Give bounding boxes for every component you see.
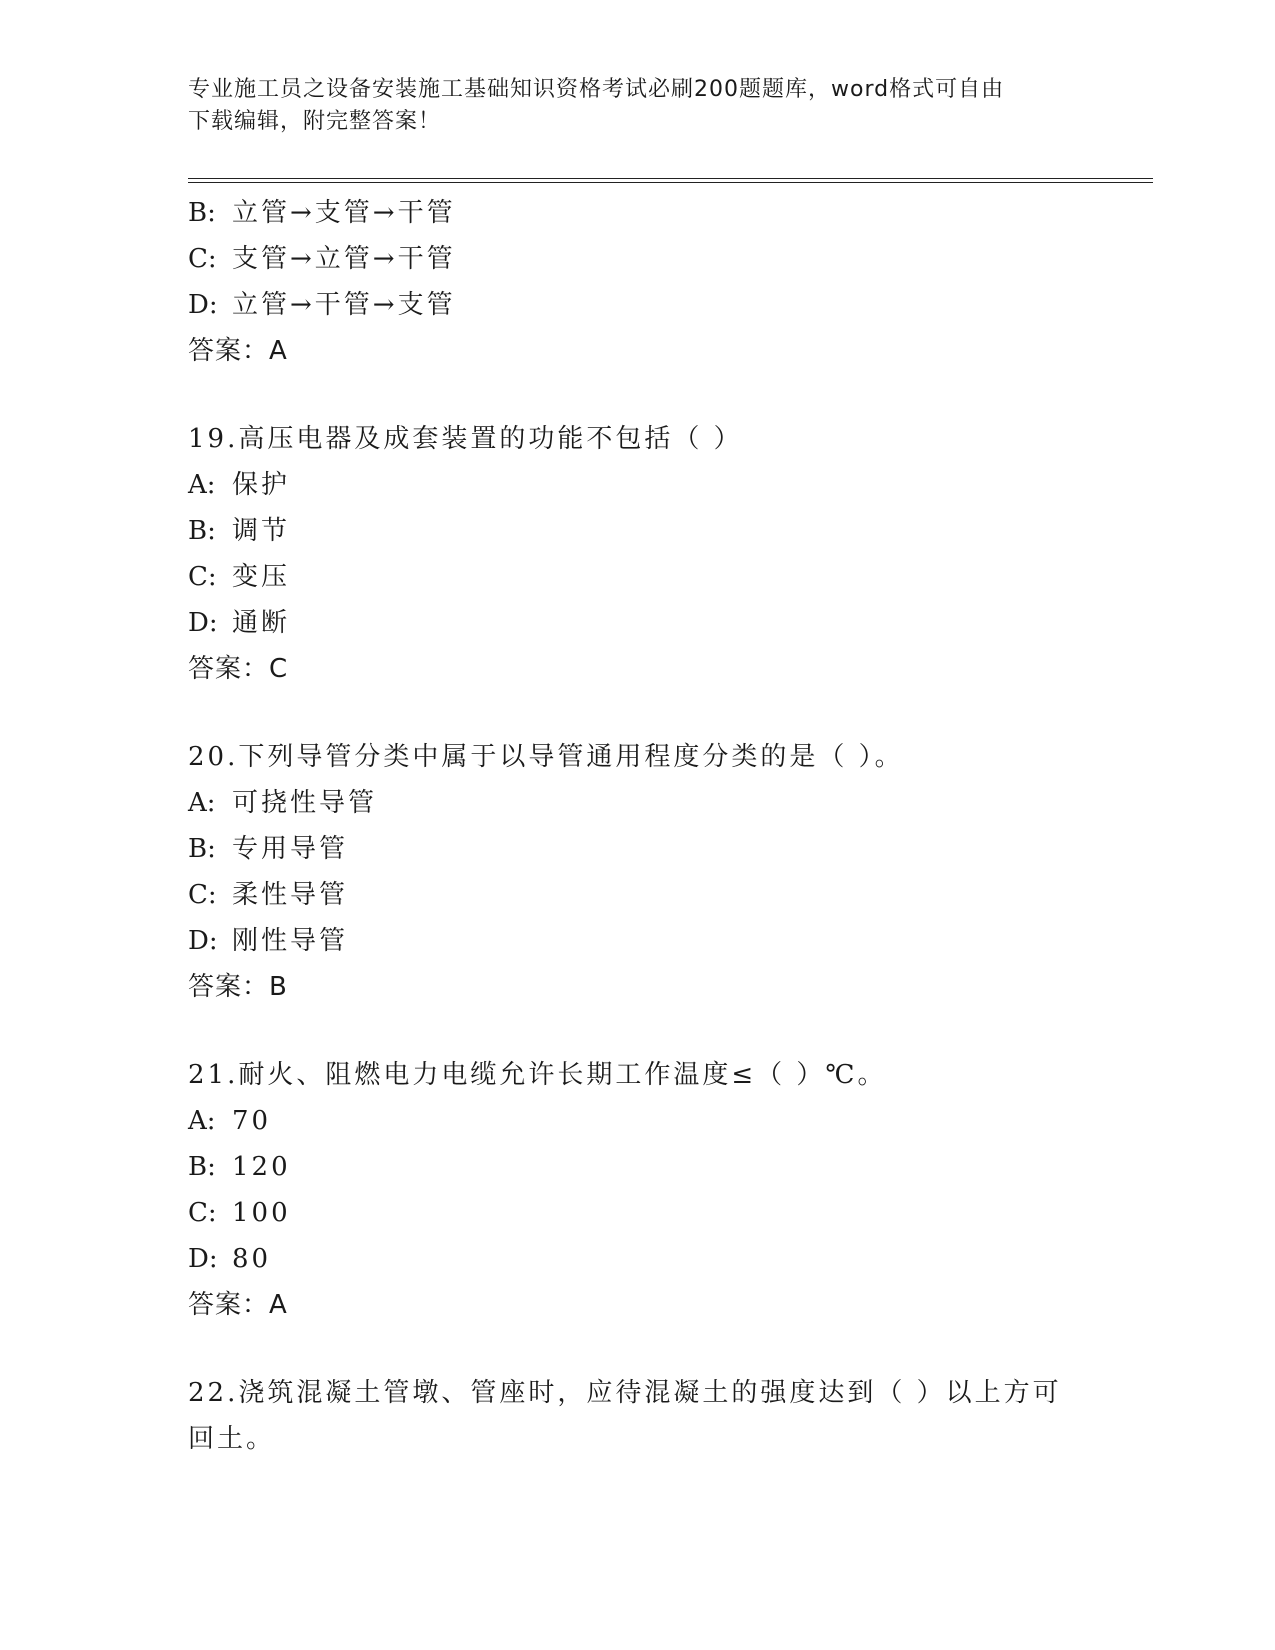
option-b [188,508,1088,554]
option-label: B: [188,1152,216,1182]
option-text: 刚性导管 [232,926,349,956]
spacer [188,692,1088,734]
question-stem: 19.高压电器及成套装置的功能不包括（ ） [188,424,743,454]
option-a [188,462,1088,508]
option-label: A: [188,788,216,818]
question-19 [188,416,1088,692]
option-label: D: [188,608,218,638]
question-20 [188,734,1088,1010]
answer-line: 答案：C [188,654,289,684]
question-list [188,190,1088,1462]
option-b [188,1144,1088,1190]
option-label: C: [188,1198,217,1228]
option-text: 立管→支管→干管 [232,198,456,228]
option-text: 调节 [232,516,291,546]
option-d [188,600,1088,646]
question-22 [188,1370,1088,1462]
option-label: A: [188,470,216,500]
option-c [188,236,1088,282]
option-label: B: [188,198,216,228]
document-header [188,74,1068,138]
option-label: A: [188,1106,216,1136]
header-title-line-1: 专业施工员之设备安装施工基础知识资格考试必刷200题题库，word格式可自由 [188,77,1005,102]
option-a [188,1098,1088,1144]
option-text: 立管→干管→支管 [232,290,456,320]
answer-line: 答案：A [188,336,288,366]
option-label: D: [188,1244,218,1274]
option-d [188,1236,1088,1282]
option-d [188,918,1088,964]
header-divider-bottom [188,182,1153,183]
option-label: C: [188,880,217,910]
spacer [188,1328,1088,1370]
option-b [188,826,1088,872]
option-label: D: [188,926,218,956]
header-divider-top [188,178,1153,179]
option-label: C: [188,562,217,592]
option-label: B: [188,834,216,864]
option-text: 120 [232,1152,291,1182]
option-b [188,190,1088,236]
question-stem: 21.耐火、阻燃电力电缆允许长期工作温度≤（ ）℃。 [188,1060,887,1090]
option-text: 支管→立管→干管 [232,244,456,274]
option-d [188,282,1088,328]
answer-line: 答案：A [188,1290,288,1320]
question-21 [188,1052,1088,1328]
option-text: 80 [232,1244,272,1274]
question-stem-line-2: 回土。 [188,1424,276,1454]
option-text: 变压 [232,562,291,592]
option-c [188,554,1088,600]
option-text: 专用导管 [232,834,349,864]
header-title-line-2: 下载编辑，附完整答案！ [188,109,442,134]
option-c [188,872,1088,918]
spacer [188,374,1088,416]
option-text: 70 [232,1106,272,1136]
option-text: 通断 [232,608,291,638]
option-text: 100 [232,1198,291,1228]
option-text: 保护 [232,470,291,500]
question-stem: 20.下列导管分类中属于以导管通用程度分类的是（ ）。 [188,742,904,772]
answer-line: 答案：B [188,972,288,1002]
option-c [188,1190,1088,1236]
question-18 [188,190,1088,374]
option-label: C: [188,244,217,274]
option-a [188,780,1088,826]
option-label: D: [188,290,218,320]
option-text: 可挠性导管 [232,788,378,818]
option-label: B: [188,516,216,546]
question-stem-line-1: 22.浇筑混凝土管墩、管座时，应待混凝土的强度达到（ ）以上方可 [188,1378,1062,1408]
option-text: 柔性导管 [232,880,349,910]
spacer [188,1010,1088,1052]
